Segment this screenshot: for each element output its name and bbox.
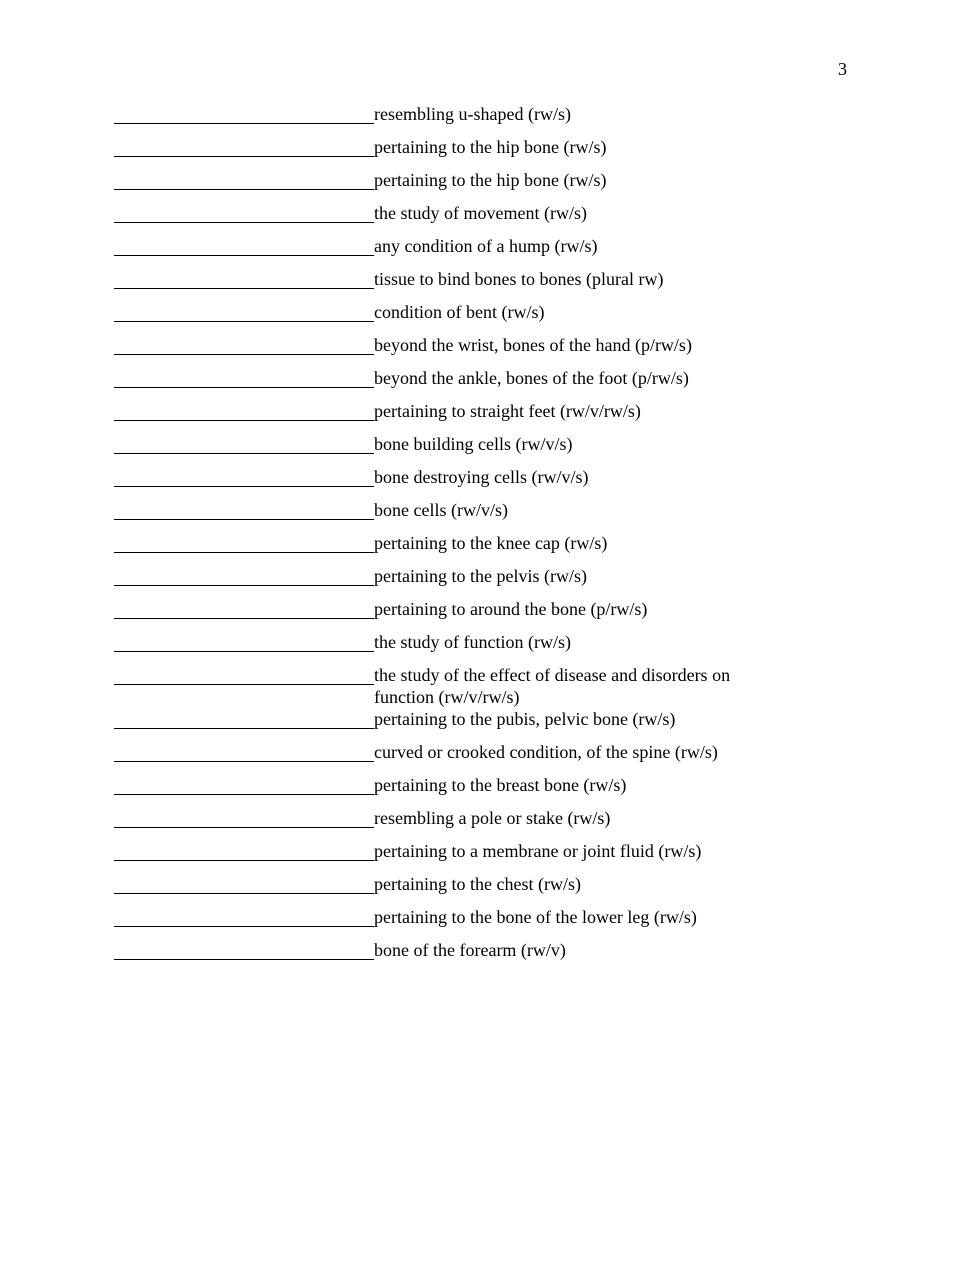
answer-blank[interactable]: [114, 201, 374, 223]
answer-blank[interactable]: [114, 630, 374, 652]
answer-blank[interactable]: [114, 300, 374, 322]
worksheet-item: [114, 268, 814, 301]
answer-blank[interactable]: [114, 806, 374, 828]
definition-text: pertaining to a membrane or joint fluid (rw/s): [374, 841, 702, 861]
worksheet-item: [114, 169, 814, 202]
worksheet-item: [114, 466, 814, 499]
answer-blank[interactable]: [114, 465, 374, 487]
definition-text: pertaining to straight feet (rw/v/rw/s): [374, 401, 641, 421]
worksheet-item: [114, 631, 814, 664]
worksheet-item: [114, 598, 814, 631]
answer-blank[interactable]: [114, 740, 374, 762]
worksheet-item: [114, 103, 814, 136]
answer-blank[interactable]: [114, 135, 374, 157]
answer-blank[interactable]: [114, 839, 374, 861]
definition-text: the study of the effect of disease and disorders on function (rw/v/rw/s): [374, 665, 731, 707]
definition-text: pertaining to the hip bone (rw/s): [374, 170, 607, 190]
definition-text: pertaining to the pubis, pelvic bone (rw/s): [374, 709, 676, 729]
worksheet-item: [114, 301, 814, 334]
answer-blank[interactable]: [114, 938, 374, 960]
definition-text: bone destroying cells (rw/v/s): [374, 467, 589, 487]
answer-blank[interactable]: [114, 564, 374, 586]
definition-text: any condition of a hump (rw/s): [374, 236, 598, 256]
answer-blank[interactable]: [114, 168, 374, 190]
definition-text: pertaining to the bone of the lower leg (rw/s): [374, 907, 697, 927]
answer-blank[interactable]: [114, 663, 374, 685]
definition-text: pertaining to the chest (rw/s): [374, 874, 581, 894]
definition-text: curved or crooked condition, of the spine (rw/s): [374, 742, 718, 762]
worksheet-item: [114, 532, 814, 565]
worksheet-item: [114, 741, 814, 774]
definition-text: bone cells (rw/v/s): [374, 500, 508, 520]
definition-text: beyond the wrist, bones of the hand (p/rw/s): [374, 335, 692, 355]
answer-blank[interactable]: [114, 102, 374, 124]
answer-blank[interactable]: [114, 399, 374, 421]
definition-text: pertaining to around the bone (p/rw/s): [374, 599, 648, 619]
answer-blank[interactable]: [114, 707, 374, 729]
definition-text: pertaining to the knee cap (rw/s): [374, 533, 608, 553]
worksheet-item: [114, 565, 814, 598]
worksheet-item: [114, 664, 814, 708]
answer-blank[interactable]: [114, 773, 374, 795]
definition-text: pertaining to the breast bone (rw/s): [374, 775, 627, 795]
definition-text: bone of the forearm (rw/v): [374, 940, 566, 960]
definition-text: resembling u-shaped (rw/s): [374, 104, 571, 124]
worksheet-item: [114, 939, 814, 972]
worksheet-item: [114, 807, 814, 840]
definition-text: the study of movement (rw/s): [374, 203, 587, 223]
worksheet-item: [114, 499, 814, 532]
answer-blank[interactable]: [114, 234, 374, 256]
worksheet-item: [114, 433, 814, 466]
definition-text: tissue to bind bones to bones (plural rw): [374, 269, 664, 289]
answer-blank[interactable]: [114, 498, 374, 520]
worksheet-item: [114, 708, 814, 741]
answer-blank[interactable]: [114, 267, 374, 289]
answer-blank[interactable]: [114, 905, 374, 927]
answer-blank[interactable]: [114, 333, 374, 355]
answer-blank[interactable]: [114, 366, 374, 388]
definition-text: pertaining to the hip bone (rw/s): [374, 137, 607, 157]
answer-blank[interactable]: [114, 872, 374, 894]
page-number: 3: [838, 59, 847, 79]
definition-text: condition of bent (rw/s): [374, 302, 545, 322]
answer-blank[interactable]: [114, 432, 374, 454]
worksheet-list: [114, 103, 814, 972]
worksheet-item: [114, 136, 814, 169]
answer-blank[interactable]: [114, 531, 374, 553]
worksheet-item: [114, 906, 814, 939]
worksheet-item: [114, 367, 814, 400]
definition-text: beyond the ankle, bones of the foot (p/rw/s): [374, 368, 689, 388]
worksheet-item: [114, 873, 814, 906]
definition-text: the study of function (rw/s): [374, 632, 571, 652]
worksheet-item: [114, 235, 814, 268]
worksheet-item: [114, 774, 814, 807]
answer-blank[interactable]: [114, 597, 374, 619]
worksheet-item: [114, 400, 814, 433]
worksheet-item: [114, 202, 814, 235]
definition-text: bone building cells (rw/v/s): [374, 434, 573, 454]
definition-text: resembling a pole or stake (rw/s): [374, 808, 611, 828]
worksheet-item: [114, 840, 814, 873]
worksheet-item: [114, 334, 814, 367]
definition-text: pertaining to the pelvis (rw/s): [374, 566, 587, 586]
